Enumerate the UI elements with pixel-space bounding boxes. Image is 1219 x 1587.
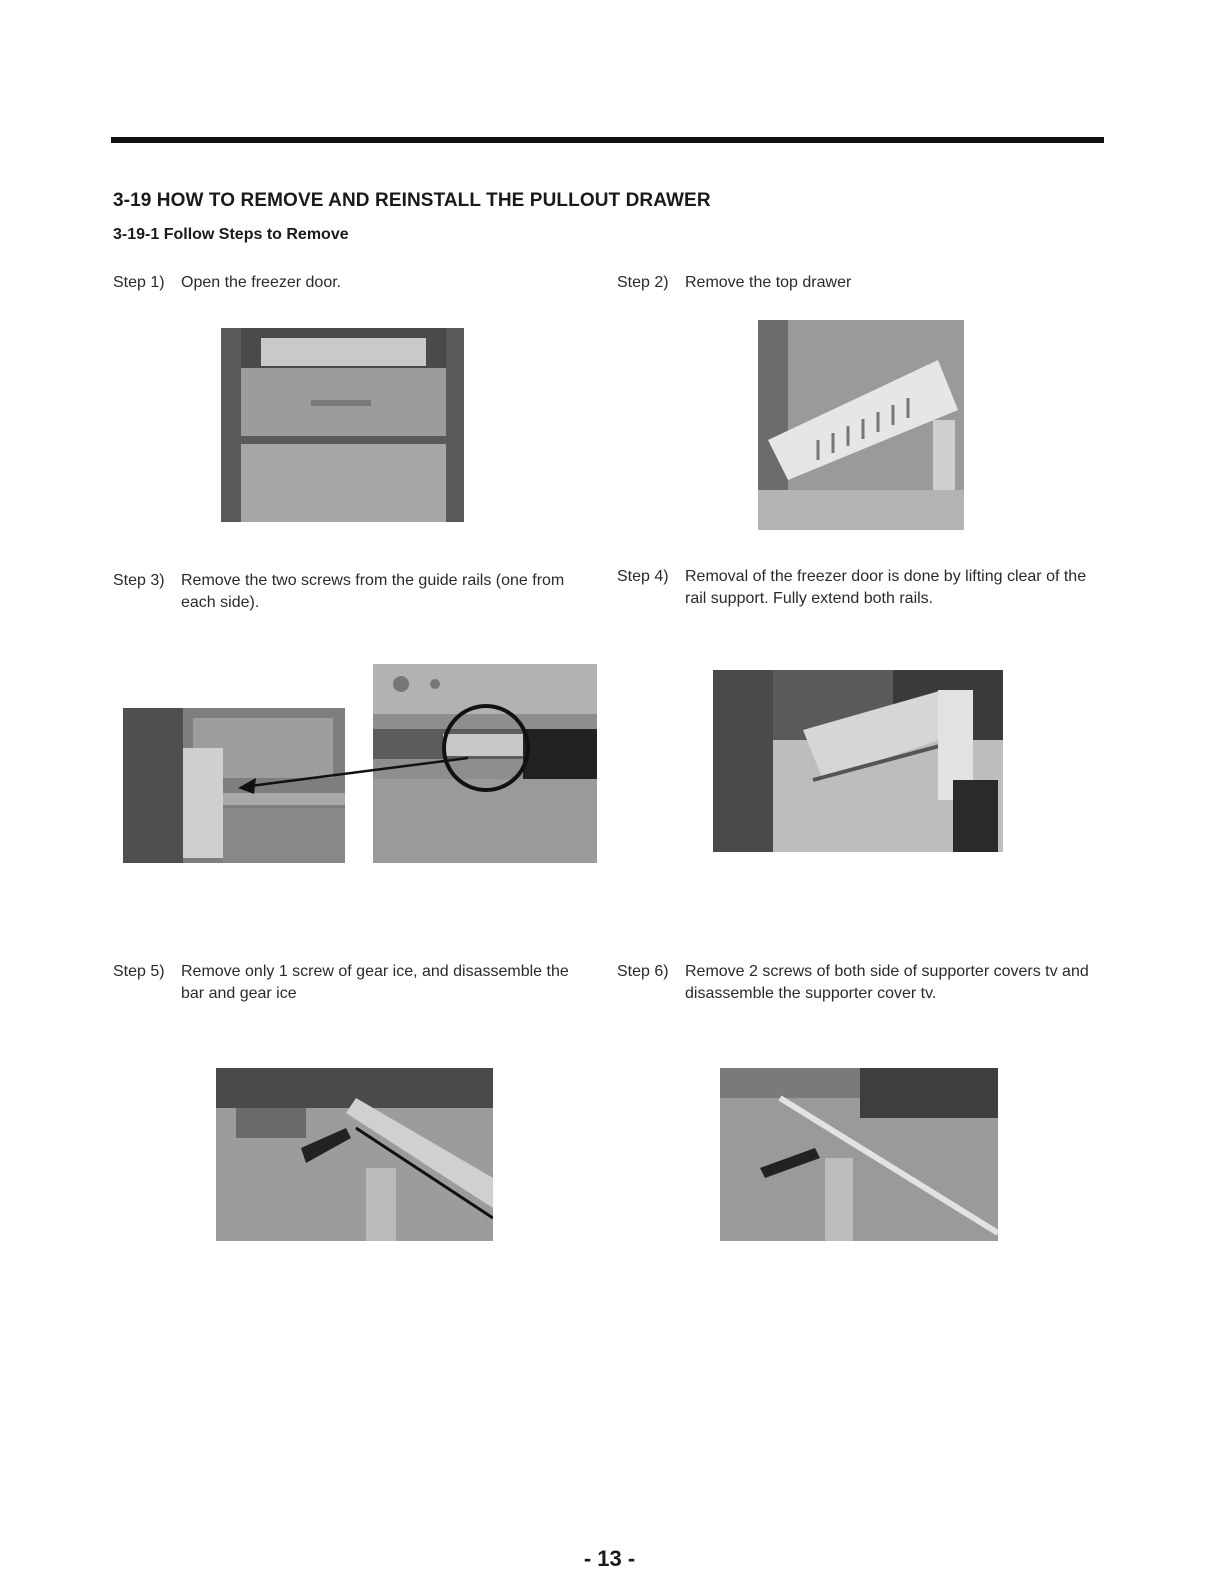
step-text: Remove 2 screws of both side of supporter covers tv and disassemble the supporter cover tv. (685, 963, 1089, 1002)
photo-remove-top-drawer (758, 320, 964, 530)
step-number: Step 4) (617, 568, 669, 585)
step-text: Removal of the freezer door is done by lifting clear of the rail support. Fully extend both rails. (685, 568, 1087, 607)
header-rule (111, 137, 1104, 143)
photo-supporter-cover-screws (720, 1068, 998, 1241)
page-number: - 13 - (583, 1546, 636, 1571)
step-text: Open the freezer door. (181, 274, 342, 291)
step-text: Remove the top drawer (685, 274, 852, 291)
arrow-icon (230, 750, 470, 800)
step-number: Step 5) (113, 963, 165, 980)
step-number: Step 2) (617, 274, 669, 291)
step-text: Remove the two screws from the guide rails (one from each side). (181, 572, 565, 611)
photo-lift-freezer-door (713, 670, 1003, 852)
step-number: Step 6) (617, 963, 669, 980)
photo-gear-ice-screw (216, 1068, 493, 1241)
step-text: Remove only 1 screw of gear ice, and disassemble the bar and gear ice (181, 963, 569, 1002)
section-title: 3-19 HOW TO REMOVE AND REINSTALL THE PULLOUT DRAWER (113, 190, 711, 211)
step-number: Step 1) (113, 274, 165, 291)
photo-freezer-door-open (221, 328, 464, 522)
step-number: Step 3) (113, 572, 165, 589)
subsection-title: 3-19-1 Follow Steps to Remove (113, 226, 349, 243)
